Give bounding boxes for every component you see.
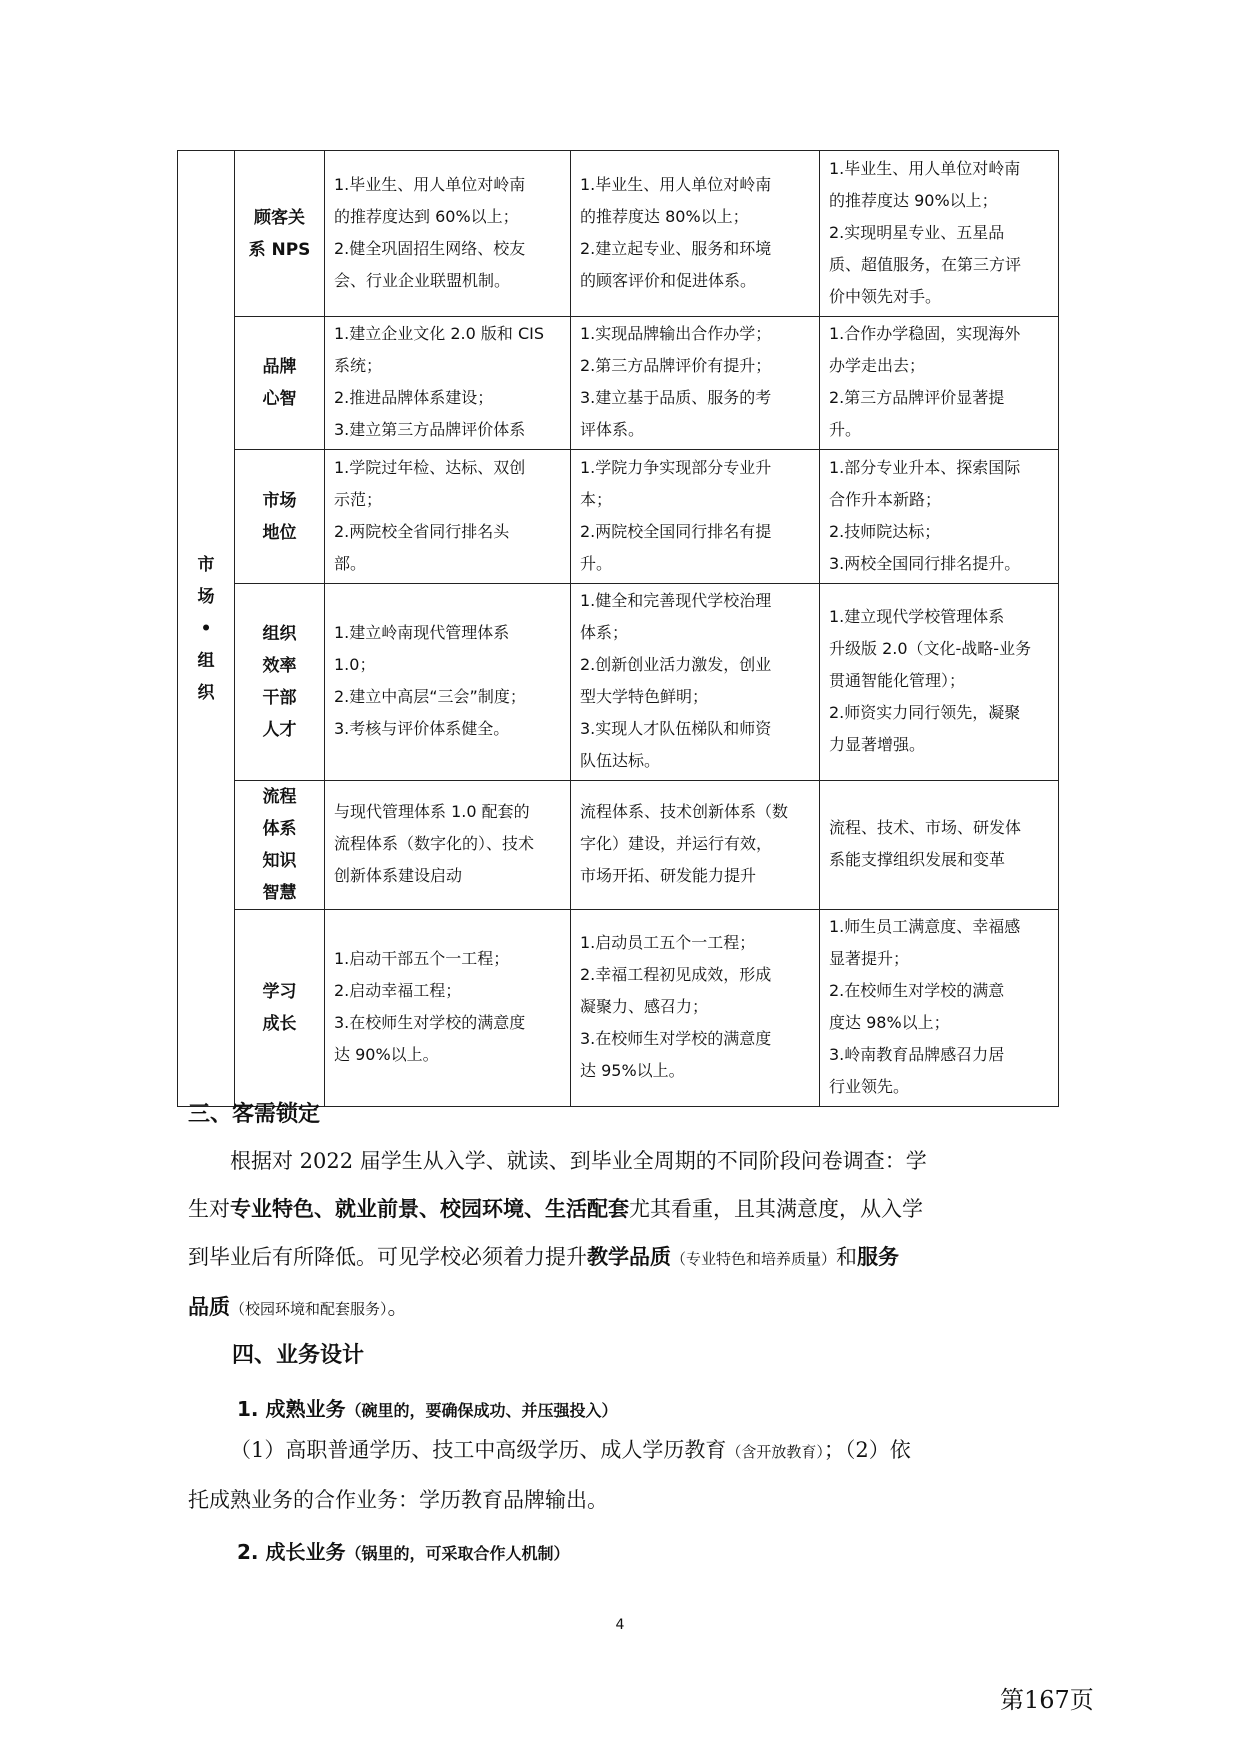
goal-text: 3.建立第三方品牌评价体系 (334, 420, 526, 439)
goal-text: 3.在校师生对学校的满意度 (580, 1029, 772, 1048)
goal-text: 1.实现品牌输出合作办学； (580, 324, 772, 343)
goal-text: 流程体系（数字化的）、技术 (334, 834, 535, 853)
goal-text: 1.0； (334, 655, 376, 674)
mature-business-paragraph (188, 1426, 1048, 1524)
goal-text: 本； (580, 489, 613, 509)
goal-cell-stage-2 (571, 317, 820, 450)
table-row (178, 450, 1059, 584)
table-row (178, 151, 1059, 317)
goal-cell-stage-1 (325, 450, 571, 584)
goal-text: 1.建立岭南现代管理体系 (334, 623, 510, 642)
goal-text: 达 90%以上。 (334, 1045, 439, 1064)
dimension-cell (235, 584, 325, 781)
sub-heading-title: 2. 成长业务 (237, 1540, 346, 1564)
goal-text: 1.毕业生、用人单位对岭南 (580, 174, 772, 194)
para-text: 到毕业后有所降低。可见学校必须着力提升 (188, 1245, 587, 1269)
para-text: 托成熟业务的合作业务：学历教育品牌输出。 (188, 1488, 608, 1512)
para-emphasis: 品质 (188, 1295, 230, 1319)
dimension-label: 体系 (262, 819, 297, 839)
goal-text: 1.合作办学稳固，实现海外 (829, 324, 1021, 343)
goal-text: 升级版 2.0（文化-战略-业务 (829, 639, 1032, 658)
growth-business-heading (237, 1536, 570, 1565)
goal-cell-stage-1 (325, 910, 571, 1107)
goal-text: 队伍达标。 (580, 751, 661, 770)
dimension-label: 组织 (262, 624, 297, 644)
goal-text: 力显著增强。 (829, 735, 926, 754)
page-number: 4 (615, 1617, 625, 1633)
goal-text: 1.部分专业升本、探索国际 (829, 457, 1021, 477)
goal-text: 3.在校师生对学校的满意度 (334, 1013, 526, 1032)
dimension-label: 成长 (262, 1014, 297, 1034)
goal-text: 流程体系、技术创新体系（数 (580, 802, 789, 821)
goal-text: 升。 (580, 553, 613, 573)
para-emphasis: 服务 (857, 1245, 900, 1269)
goal-text: 凝聚力、感召力； (580, 997, 709, 1016)
mature-business-heading (237, 1393, 618, 1422)
goal-text: 3.实现人才队伍梯队和师资 (580, 719, 772, 738)
goal-text: 1.师生员工满意度、幸福感 (829, 917, 1021, 936)
goal-cell-stage-2 (571, 910, 820, 1107)
goal-text: 1.建立现代学校管理体系 (829, 607, 1005, 626)
goal-text: 2.两院校全国同行排名有提 (580, 521, 772, 541)
goal-text: 创新体系建设启动 (334, 866, 463, 885)
goal-cell-stage-2 (571, 450, 820, 584)
goal-text: 2.健全巩固招生网络、校友 (334, 238, 526, 258)
goal-text: 2.在校师生对学校的满意 (829, 981, 1005, 1000)
table-row (178, 910, 1059, 1107)
goal-text: 2.第三方品牌评价有提升； (580, 356, 772, 375)
goal-text: 2.建立中高层“三会”制度； (334, 687, 526, 706)
goal-text: 1.毕业生、用人单位对岭南 (829, 158, 1021, 178)
goal-cell-stage-3 (820, 910, 1059, 1107)
para-text: （1）高职普通学历、技工中高级学历、成人学历教育 (230, 1438, 727, 1462)
para-text: 根据对 2022 届学生从入学、就读、到毕业全周期的不同阶段问卷调查：学 (230, 1149, 927, 1173)
goal-cell-stage-3 (820, 317, 1059, 450)
goal-text: 3.建立基于品质、服务的考 (580, 388, 772, 407)
goal-text: 的推荐度达到 60%以上； (334, 206, 519, 226)
goal-cell-stage-1 (325, 584, 571, 781)
para-note: （专业特色和培养质量） (671, 1250, 837, 1268)
dimension-label: 顾客关 (254, 207, 305, 228)
para-emphasis: 专业特色、就业前景、校园环境、生活配套 (230, 1197, 629, 1221)
para-note: （校园环境和配套服务） (230, 1300, 388, 1318)
para-text: 尤其看重，且其满意度，从入学 (629, 1197, 923, 1221)
dimension-label: 地位 (262, 522, 297, 543)
para-emphasis: 教学品质 (587, 1245, 671, 1269)
goal-text: 1.启动干部五个一工程； (334, 949, 510, 968)
section-3-paragraph (188, 1137, 1048, 1333)
sub-heading-note: （锅里的，可采取合作人机制） (345, 1544, 570, 1563)
goal-text: 2.技师院达标； (829, 521, 941, 541)
para-text: 和 (836, 1245, 858, 1269)
para-text: 生对 (188, 1197, 230, 1221)
goal-text: 2.启动幸福工程； (334, 981, 462, 1000)
dimension-label: 效率 (262, 656, 297, 676)
dimension-label: 知识 (262, 851, 297, 871)
goal-text: 2.实现明星专业、五星品 (829, 222, 1005, 242)
dimension-cell (235, 781, 325, 910)
dimension-label: 学习 (262, 982, 297, 1002)
goal-text: 价中领先对手。 (829, 286, 942, 306)
goal-text: 1.学院力争实现部分专业升 (580, 457, 772, 477)
group-label-char: • (200, 618, 212, 639)
goal-text: 体系； (580, 623, 629, 642)
goal-cell-stage-3 (820, 151, 1059, 317)
goal-text: 2.两院校全省同行排名头 (334, 521, 510, 541)
goal-text: 市场开拓、研发能力提升 (580, 866, 757, 885)
goal-text: 3.岭南教育品牌感召力居 (829, 1045, 1005, 1064)
goal-text: 达 95%以上。 (580, 1061, 685, 1080)
goal-text: 字化）建设，并运行有效， (580, 834, 773, 853)
dimension-label: 智慧 (262, 883, 297, 903)
goal-text: 2.创新创业活力激发，创业 (580, 655, 772, 674)
goal-text: 的推荐度达 90%以上； (829, 190, 998, 210)
dimension-cell (235, 151, 325, 317)
goal-text: 1.毕业生、用人单位对岭南 (334, 174, 526, 194)
goal-text: 3.两校全国同行排名提升。 (829, 553, 1021, 573)
goal-text: 的推荐度达 80%以上； (580, 206, 749, 226)
goal-cell-stage-1 (325, 781, 571, 910)
sub-heading-note: （碗里的，要确保成功、并压强投入） (345, 1401, 618, 1420)
dimension-label: 市场 (262, 490, 297, 511)
goal-text: 显著提升； (829, 949, 910, 968)
goal-text: 评体系。 (580, 420, 645, 439)
goal-text: 2.师资实力同行领先，凝聚 (829, 703, 1021, 722)
section-3-heading: 三、客需锁定 (188, 1102, 321, 1127)
goal-text: 部。 (334, 553, 367, 573)
page-footer: 第167页 (1000, 1686, 1094, 1714)
goal-text: 2.建立起专业、服务和环境 (580, 238, 772, 258)
dimension-label: 品牌 (262, 357, 297, 377)
goal-cell-stage-3 (820, 584, 1059, 781)
dimension-label: 干部 (262, 688, 297, 708)
goal-cell-stage-3 (820, 450, 1059, 584)
dimension-cell (235, 910, 325, 1107)
para-note: （含开放教育） (726, 1443, 824, 1461)
dimension-label: 人才 (262, 720, 297, 740)
goal-cell-stage-1 (325, 317, 571, 450)
group-label-char: 织 (197, 682, 215, 703)
group-label-char: 场 (197, 586, 215, 607)
goal-text: 1.启动员工五个一工程； (580, 933, 756, 952)
dimension-cell (235, 317, 325, 450)
para-text: 。 (387, 1295, 409, 1319)
goal-text: 与现代管理体系 1.0 配套的 (334, 802, 530, 821)
table-row (178, 584, 1059, 781)
goals-table (177, 150, 1059, 1107)
dimension-label: 流程 (262, 787, 297, 807)
group-label-char: 市 (197, 554, 215, 575)
sub-heading-title: 1. 成熟业务 (237, 1397, 346, 1421)
para-text: ；（2）依 (823, 1438, 911, 1462)
goal-text: 1.健全和完善现代学校治理 (580, 591, 772, 610)
dimension-label: 系 NPS (248, 239, 311, 260)
goal-text: 合作升本新路； (829, 489, 942, 509)
goal-text: 行业领先。 (829, 1077, 910, 1096)
group-label-char: 组 (197, 650, 215, 671)
goal-cell-stage-1 (325, 151, 571, 317)
goal-text: 2.推进品牌体系建设； (334, 388, 494, 407)
goal-cell-stage-3 (820, 781, 1059, 910)
goal-cell-stage-2 (571, 151, 820, 317)
dimension-cell (235, 450, 325, 584)
goal-text: 2.第三方品牌评价显著提 (829, 388, 1005, 407)
goal-text: 升。 (829, 420, 862, 439)
goal-text: 办学走出去； (829, 356, 926, 375)
goal-text: 1.学院过年检、达标、双创 (334, 457, 526, 477)
goal-text: 系能支撑组织发展和变革 (829, 850, 1006, 869)
goal-text: 3.考核与评价体系健全。 (334, 719, 510, 738)
goal-text: 系统； (334, 356, 383, 375)
goal-text: 示范； (334, 489, 383, 509)
goal-text: 2.幸福工程初见成效，形成 (580, 965, 772, 984)
group-label-cell (178, 151, 235, 1107)
section-4-heading: 四、业务设计 (232, 1343, 365, 1368)
goal-cell-stage-2 (571, 584, 820, 781)
table-row (178, 317, 1059, 450)
goal-text: 型大学特色鲜明； (580, 687, 709, 706)
goal-text: 质、超值服务，在第三方评 (829, 254, 1022, 274)
goal-text: 会、行业企业联盟机制。 (334, 270, 511, 290)
goal-text: 的顾客评价和促进体系。 (580, 270, 757, 290)
goal-text: 度达 98%以上； (829, 1013, 950, 1032)
goal-text: 1.建立企业文化 2.0 版和 CIS (334, 324, 545, 343)
dimension-label: 心智 (262, 389, 297, 409)
goal-cell-stage-2 (571, 781, 820, 910)
goal-text: 流程、技术、市场、研发体 (829, 818, 1022, 837)
table-row (178, 781, 1059, 910)
goal-text: 贯通智能化管理）； (829, 671, 966, 690)
